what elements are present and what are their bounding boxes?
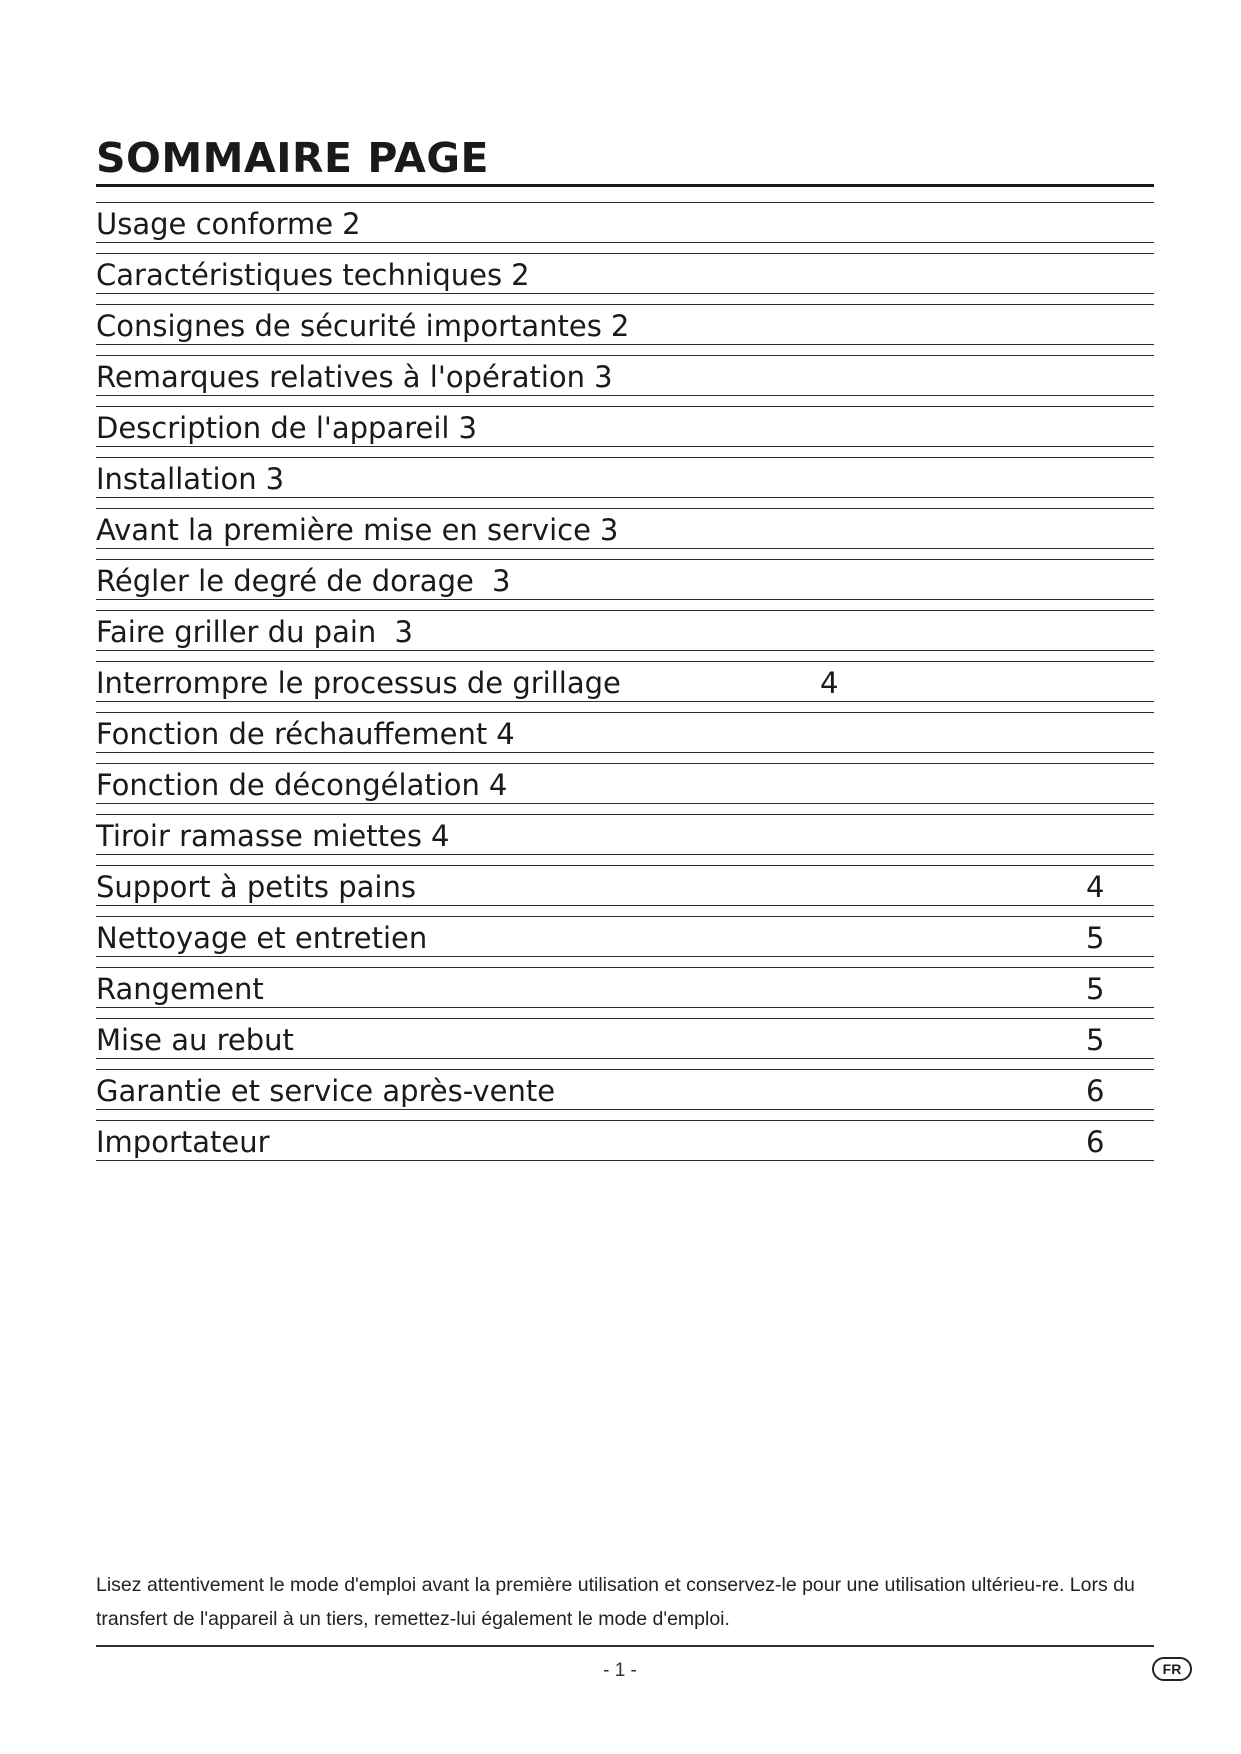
toc-entry-label: Interrompre le processus de grillage (96, 666, 621, 700)
toc-entry-label: Régler le degré de dorage 3 (96, 564, 511, 598)
footer-divider (96, 1645, 1154, 1647)
toc-row (96, 304, 1154, 345)
toc-entry-page: 5 (1086, 1023, 1105, 1057)
toc-entry-page: 6 (1086, 1125, 1105, 1159)
toc-entry-page: 4 (1086, 870, 1105, 904)
toc-entry-label: Remarques relatives à l'opération 3 (96, 360, 613, 394)
toc-row (96, 967, 1154, 1008)
toc-entry-page: 2 (342, 207, 361, 241)
toc-row (96, 406, 1154, 447)
toc-entry-label: Fonction de réchauffement 4 (96, 717, 515, 751)
footer-note: Lisez attentivement le mode d'emploi avant la première utilisation et conservez-le pour une utilisation ultérieu-re. Lors du transfert de l'appareil à un tiers, remettez-lui également le mode d'emploi. (96, 1574, 1135, 1630)
toc-row (96, 508, 1154, 549)
toc-entry-label: Usage conforme 2 (96, 207, 361, 241)
toc-entry-page: 6 (1086, 1074, 1105, 1108)
toc-entry-label: Garantie et service après-vente (96, 1074, 556, 1108)
toc-entry-label: Tiroir ramasse miettes 4 (96, 819, 450, 853)
toc-row (96, 202, 1154, 243)
toc-entry-page: 4 (496, 717, 515, 751)
page-title: SOMMAIRE PAGE (96, 134, 1154, 187)
toc-row (96, 814, 1154, 855)
toc-entry-label: Importateur (96, 1125, 270, 1159)
toc-row (96, 355, 1154, 396)
toc-entry-label: Consignes de sécurité importantes 2 (96, 309, 630, 343)
toc-row (96, 1018, 1154, 1059)
toc-row (96, 457, 1154, 498)
toc-entry-page: 2 (610, 309, 630, 343)
toc-entry-label: Installation 3 (96, 462, 285, 496)
toc-entry-label: Faire griller du pain 3 (96, 615, 413, 649)
toc-entry-page: 3 (265, 462, 285, 496)
language-badge: FR (1152, 1657, 1192, 1681)
toc-row (96, 1120, 1154, 1161)
toc-entry-label: Mise au rebut (96, 1023, 294, 1057)
toc-row (96, 1069, 1154, 1110)
toc-entry-page: 3 (394, 615, 413, 649)
toc-entry-page: 3 (458, 411, 477, 445)
toc-entry-label: Rangement (96, 972, 264, 1006)
toc-entry-page: 2 (511, 258, 530, 292)
toc-row (96, 559, 1154, 600)
toc-row (96, 763, 1154, 804)
toc-row (96, 712, 1154, 753)
toc-entry-label: Caractéristiques techniques 2 (96, 258, 530, 292)
toc-entry-page: 5 (1086, 921, 1105, 955)
toc-entry-page: 3 (599, 513, 619, 547)
toc-row (96, 865, 1154, 906)
toc-entry-label: Avant la première mise en service 3 (96, 513, 619, 547)
toc-entry-page: 4 (430, 819, 450, 853)
toc-entry-label: Fonction de décongélation 4 (96, 768, 508, 802)
toc-entry-page: 3 (594, 360, 613, 394)
toc-entry-page: 4 (820, 666, 839, 700)
toc-entry-page: 3 (492, 564, 511, 598)
toc-row (96, 916, 1154, 957)
page-number: - 1 - (603, 1660, 637, 1681)
toc-row (96, 253, 1154, 294)
toc-entry-label: Nettoyage et entretien (96, 921, 428, 955)
toc-entry-page: 5 (1086, 972, 1105, 1006)
toc-entry-label: Support à petits pains (96, 870, 416, 904)
toc-row (96, 610, 1154, 651)
table-of-contents (96, 202, 1154, 1171)
toc-entry-label: Description de l'appareil 3 (96, 411, 477, 445)
toc-row (96, 661, 1154, 702)
toc-entry-page: 4 (488, 768, 508, 802)
